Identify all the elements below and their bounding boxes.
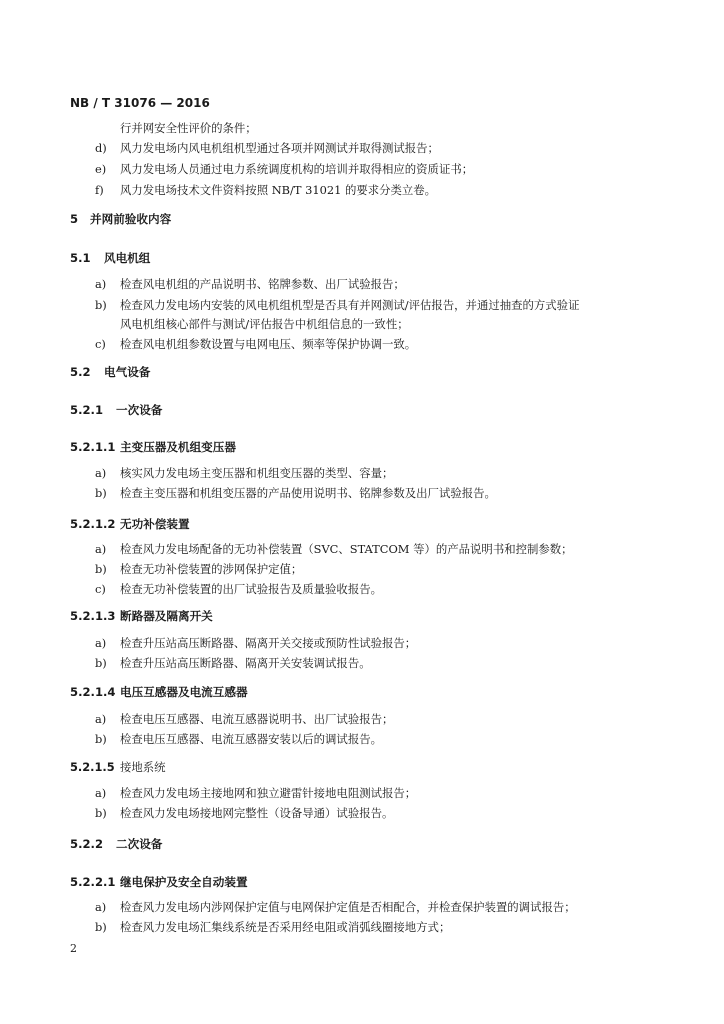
section-title: 一次设备 <box>116 403 163 417</box>
section-heading <box>70 684 248 700</box>
section-heading <box>70 211 171 227</box>
list-label: e) <box>95 162 107 176</box>
list-label: a) <box>95 900 107 914</box>
list-label: a) <box>95 277 107 291</box>
section-title: 主变压器及机组变压器 <box>120 440 236 454</box>
list-text: 检查风电机组参数设置与电网电压、频率等保护协调一致。 <box>120 337 417 351</box>
section-number: 5.1 <box>70 251 91 265</box>
list-label: a) <box>95 712 107 726</box>
list-label: a) <box>95 636 107 650</box>
list-text: 检查升压站高压断路器、隔离开关安装调试报告。 <box>120 656 371 670</box>
section-title: 并网前验收内容 <box>90 212 172 226</box>
section-number: 5.2.2.1 <box>70 875 116 889</box>
section-title: 二次设备 <box>116 837 163 851</box>
section-title: 无功补偿装置 <box>120 517 190 531</box>
page-number: 2 <box>70 942 77 955</box>
list-text: 检查风力发电场内涉网保护定值与电网保护定值是否相配合，并检查保护装置的调试报告； <box>120 900 576 914</box>
continuation-line: 风电机组核心部件与测试/评估报告中机组信息的一致性； <box>120 317 409 331</box>
list-text: 检查电压互感器、电流互感器说明书、出厂试验报告； <box>120 712 394 726</box>
section-number: 5.2 <box>70 365 91 379</box>
list-text: 检查无功补偿装置的涉网保护定值； <box>120 562 303 576</box>
list-text: 检查风力发电场内安装的风电机组机型是否具有并网测试/评估报告，并通过抽查的方式验证 <box>120 298 580 312</box>
list-text: 检查主变压器和机组变压器的产品使用说明书、铭牌参数及出厂试验报告。 <box>120 486 496 500</box>
list-label: c) <box>95 337 106 351</box>
section-title: 继电保护及安全自动装置 <box>120 875 248 889</box>
list-label: a) <box>95 542 107 556</box>
list-label: b) <box>95 562 107 576</box>
section-number: 5.2.1.1 <box>70 440 116 454</box>
list-text: 检查升压站高压断路器、隔离开关交接或预防性试验报告； <box>120 636 417 650</box>
list-label: c) <box>95 582 106 596</box>
section-number: 5.2.1.4 <box>70 685 116 699</box>
section-heading <box>70 874 248 890</box>
standard-code-header: NB / T 31076 — 2016 <box>70 96 210 110</box>
list-label: b) <box>95 732 107 746</box>
section-heading <box>70 439 236 455</box>
list-text: 检查风力发电场主接地网和独立避雷针接地电阻测试报告； <box>120 786 417 800</box>
list-text: 风力发电场人员通过电力系统调度机构的培训并取得相应的资质证书； <box>120 162 474 176</box>
list-text: 检查风力发电场汇集线系统是否采用经电阻或消弧线圈接地方式； <box>120 920 451 934</box>
section-heading <box>70 836 162 852</box>
list-label: b) <box>95 298 107 312</box>
list-label: f) <box>95 183 104 197</box>
list-text: 核实风力发电场主变压器和机组变压器的类型、容量； <box>120 466 394 480</box>
list-text: 检查风电机组的产品说明书、铭牌参数、出厂试验报告； <box>120 277 405 291</box>
list-label: b) <box>95 486 107 500</box>
list-text: 检查电压互感器、电流互感器安装以后的调试报告。 <box>120 732 382 746</box>
list-label: b) <box>95 806 107 820</box>
section-number: 5.2.1.5 <box>70 760 115 774</box>
section-number: 5.2.2 <box>70 837 104 851</box>
list-label: a) <box>95 786 107 800</box>
section-title: 风电机组 <box>104 251 151 265</box>
section-heading <box>70 402 162 418</box>
section-heading <box>70 759 166 775</box>
list-text: 检查无功补偿装置的出厂试验报告及质量验收报告。 <box>120 582 382 596</box>
section-title: 电压互感器及电流互感器 <box>120 685 248 699</box>
section-number: 5 <box>70 212 79 226</box>
list-label: d) <box>95 141 107 155</box>
list-text: 检查风力发电场接地网完整性（设备导通）试验报告。 <box>120 806 394 820</box>
section-title: 接地系统 <box>120 760 166 774</box>
section-heading <box>70 608 213 624</box>
section-number: 5.2.1 <box>70 403 104 417</box>
section-heading <box>70 250 150 266</box>
section-title: 断路器及隔离开关 <box>120 609 213 623</box>
section-title: 电气设备 <box>104 365 151 379</box>
list-label: b) <box>95 920 107 934</box>
section-number: 5.2.1.2 <box>70 517 116 531</box>
section-number: 5.2.1.3 <box>70 609 116 623</box>
continuation-line: 行并网安全性评价的条件； <box>120 121 257 135</box>
section-heading <box>70 516 190 532</box>
list-text: 风力发电场技术文件资料按照 NB/T 31021 的要求分类立卷。 <box>120 183 437 197</box>
list-label: b) <box>95 656 107 670</box>
list-label: a) <box>95 466 107 480</box>
section-heading <box>70 364 150 380</box>
list-text: 风力发电场内风电机组机型通过各项并网测试并取得测试报告； <box>120 141 439 155</box>
list-text: 检查风力发电场配备的无功补偿装置（SVC、STATCOM 等）的产品说明书和控制参数； <box>120 542 573 556</box>
